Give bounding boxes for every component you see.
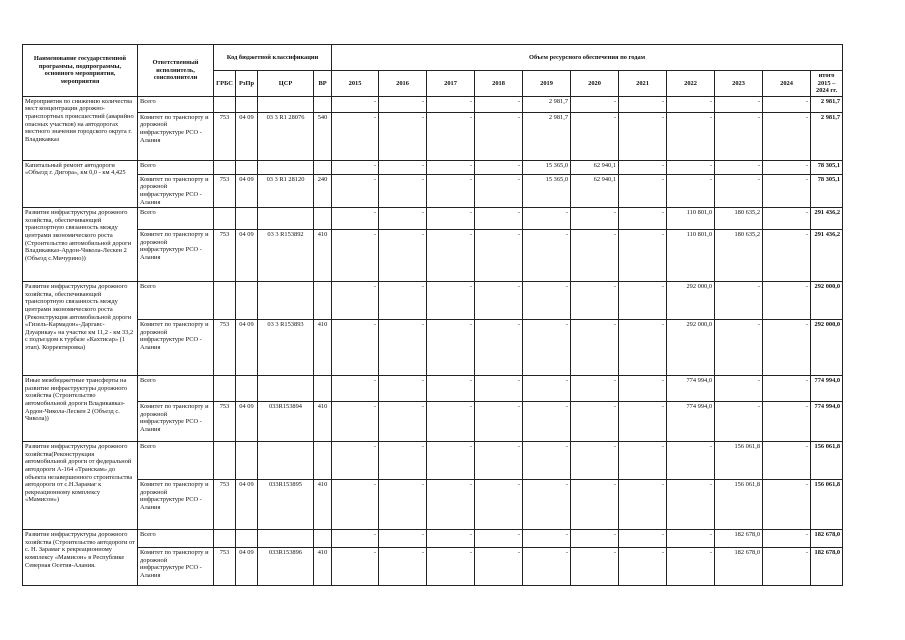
year-value: - [619,548,667,586]
code-csr: 03 3 R1 28120 [258,174,314,207]
year-value: - [379,174,427,207]
row-total: 182 678,0 [811,530,843,548]
year-value: - [427,480,475,530]
year-value: - [523,376,571,402]
year-value: - [379,442,427,480]
year-value: - [427,376,475,402]
year-value: - [571,402,619,442]
year-value: - [427,208,475,230]
executor: Всего [138,442,214,480]
program-name: Мероприятия по снижению количества мест концентрации дорожно-транспортных происшествий (аварийно опасных участков) на автодорогах местного значения городского округа г. Владикавказ [23,96,138,160]
year-value: - [475,230,523,282]
year-value: - [427,282,475,320]
year-value: - [332,282,379,320]
year-value: - [571,480,619,530]
code-rzpr: 04 09 [236,320,258,376]
year-value: - [667,160,715,174]
year-value: - [379,480,427,530]
year-value: - [715,112,763,160]
code-rzpr: 04 09 [236,174,258,207]
year-value: - [475,112,523,160]
year-value: - [715,376,763,402]
table-row-total [23,208,843,230]
code-vr [314,376,332,402]
year-value: - [379,112,427,160]
year-value: - [332,442,379,480]
year-value: - [475,208,523,230]
year-value: 182 678,0 [715,548,763,586]
year-value: 15 365,0 [523,174,571,207]
year-value: - [475,320,523,376]
code-csr [258,376,314,402]
year-value: - [619,230,667,282]
code-rzpr: 04 09 [236,230,258,282]
year-value: - [475,160,523,174]
year-value: - [332,548,379,586]
table-row-executor [23,402,843,442]
year-value: - [619,442,667,480]
year-value: - [523,230,571,282]
year-value: - [667,174,715,207]
year-value: - [332,480,379,530]
table-row-executor [23,230,843,282]
year-value: - [379,96,427,112]
code-vr [314,208,332,230]
year-value: - [427,112,475,160]
year-value: - [475,480,523,530]
executor: Всего [138,530,214,548]
header-year: 2017 [427,71,475,97]
year-value: - [332,320,379,376]
program-name: Иные межбюджетные трансферты на развитие инфраструктуры дорожного хозяйства (Строительство автомобильной дороги Владикавказ-Ардон-Чикола-Лескен 2 (Объезд с. Чикола)) [23,376,138,442]
row-total: 2 981,7 [811,112,843,160]
resource-table [22,44,843,586]
row-total: 78 305,1 [811,160,843,174]
executor: Комитет по транспорту и дорожной инфраструктуре РСО - Алания [138,174,214,207]
year-value: - [379,376,427,402]
code-csr [258,96,314,112]
header-year: 2019 [523,71,571,97]
code-grbs [214,160,236,174]
code-csr: 033R153896 [258,548,314,586]
year-value: - [427,530,475,548]
executor: Комитет по транспорту и дорожной инфраструктуре РСО - Алания [138,112,214,160]
year-value: - [523,282,571,320]
year-value: - [379,530,427,548]
year-value: - [667,548,715,586]
code-vr: 410 [314,548,332,586]
code-grbs [214,530,236,548]
table-row-executor [23,548,843,586]
year-value: - [763,208,811,230]
code-vr: 410 [314,480,332,530]
code-rzpr [236,282,258,320]
code-grbs: 753 [214,402,236,442]
executor: Комитет по транспорту и дорожной инфраструктуре РСО - Алания [138,548,214,586]
year-value: - [619,96,667,112]
table-row-total [23,530,843,548]
row-total: 291 436,2 [811,208,843,230]
header-total: итого 2015 – 2024 гг. [811,71,843,97]
year-value: - [667,442,715,480]
year-value: - [571,320,619,376]
code-vr [314,96,332,112]
year-value: - [475,530,523,548]
code-grbs: 753 [214,230,236,282]
year-value: - [763,320,811,376]
code-rzpr [236,442,258,480]
year-value: - [427,160,475,174]
year-value: - [523,208,571,230]
year-value: 292 000,0 [667,320,715,376]
year-value: 2 981,7 [523,112,571,160]
code-csr [258,208,314,230]
code-grbs [214,96,236,112]
year-value: - [619,530,667,548]
executor: Всего [138,160,214,174]
code-rzpr [236,530,258,548]
year-value: - [667,480,715,530]
code-csr: 03 3 R153893 [258,320,314,376]
code-csr [258,282,314,320]
program-name: Капитальный ремонт автодороги «Объезд г. Дигора», км 0,0 - км 4,425 [23,160,138,207]
row-total: 78 305,1 [811,174,843,207]
row-total: 774 994,0 [811,376,843,402]
header-name: Наименование государственной программы, подпрограммы, основного мероприятия, мероприятия [23,45,138,97]
code-csr [258,442,314,480]
year-value: - [427,402,475,442]
year-value: - [332,530,379,548]
code-grbs: 753 [214,174,236,207]
year-value: - [667,96,715,112]
code-rzpr: 04 09 [236,402,258,442]
year-value: - [475,402,523,442]
table-body [23,96,843,585]
code-vr: 410 [314,230,332,282]
executor: Всего [138,282,214,320]
year-value: - [379,282,427,320]
code-vr [314,282,332,320]
code-vr: 410 [314,402,332,442]
year-value: - [379,160,427,174]
year-value: - [619,112,667,160]
year-value: - [571,530,619,548]
header-year: 2024 [763,71,811,97]
executor: Комитет по транспорту и дорожной инфраструктуре РСО - Алания [138,230,214,282]
year-value: 62 940,1 [571,174,619,207]
year-value: - [475,96,523,112]
program-name: Развитие инфраструктуры дорожного хозяйства(Реконструкция автомобильной дороги от федеральной автодороги А-164 «Транскам» до объекта незавершенного строительства автодороги от с.Н.Зарамаг к рекреационному комплексу «Мамисон») [23,442,138,530]
year-value: - [427,174,475,207]
code-vr: 410 [314,320,332,376]
code-grbs [214,376,236,402]
year-value: - [571,230,619,282]
code-grbs: 753 [214,480,236,530]
year-value: - [475,442,523,480]
year-value: - [763,174,811,207]
row-total: 292 000,0 [811,282,843,320]
table-row-executor [23,112,843,160]
executor: Комитет по транспорту и дорожной инфраструктуре РСО - Алания [138,320,214,376]
year-value: - [571,96,619,112]
year-value: - [763,282,811,320]
year-value: - [619,160,667,174]
header-code-group: Код бюджетной классификации [214,45,332,71]
year-value: 110 801,0 [667,208,715,230]
program-name: Развитие инфраструктуры дорожного хозяйства (Строительство автодороги от с. Н. Зарамаг к рекреационному комплексу «Мамисон» в Республике Северная Осетия-Алания. [23,530,138,586]
year-value: - [475,282,523,320]
code-csr [258,160,314,174]
program-name: Развитие инфраструктуры дорожного хозяйства, обеспечивающей транспортную связанность между центрами экономического роста (Реконструкция автомобильной дороги «Гизель-Кармадон»-Даргавс-Дзуарикау» на участке км 11,2 - км 33,2 с подъездом к турбазе «Кахтисар» (1 этап). Корректировка) [23,282,138,376]
year-value: - [427,442,475,480]
code-vr [314,530,332,548]
year-value: - [427,96,475,112]
year-value: - [571,442,619,480]
code-vr [314,442,332,480]
table-row-executor [23,320,843,376]
header-years-group: Объем ресурсного обеспечения по годам [332,45,843,71]
header-executor: Ответственный исполнитель, соисполнители [138,45,214,97]
year-value: - [332,208,379,230]
executor: Комитет по транспорту и дорожной инфраструктуре РСО - Алания [138,480,214,530]
year-value: - [571,548,619,586]
table-row-total [23,442,843,480]
year-value: - [763,480,811,530]
year-value: - [379,548,427,586]
year-value: 156 061,8 [715,442,763,480]
row-total: 156 061,8 [811,480,843,530]
year-value: - [379,208,427,230]
year-value: 180 635,2 [715,230,763,282]
code-csr [258,530,314,548]
year-value: - [332,230,379,282]
year-value: 62 940,1 [571,160,619,174]
year-value: 774 994,0 [667,402,715,442]
code-vr [314,160,332,174]
year-value: - [619,480,667,530]
row-total: 292 000,0 [811,320,843,376]
header-year: 2020 [571,71,619,97]
header-csr: ЦСР [258,71,314,97]
year-value: - [379,402,427,442]
code-csr: 033R153895 [258,480,314,530]
code-rzpr [236,376,258,402]
year-value: - [571,376,619,402]
table-row-total [23,376,843,402]
year-value: - [619,376,667,402]
year-value: - [715,402,763,442]
year-value: - [571,208,619,230]
year-value: - [763,530,811,548]
year-value: - [379,230,427,282]
year-value: - [619,208,667,230]
code-rzpr: 04 09 [236,548,258,586]
year-value: - [763,112,811,160]
header-grbs: ГРБС [214,71,236,97]
year-value: - [619,320,667,376]
header-vr: ВР [314,71,332,97]
code-grbs: 753 [214,320,236,376]
year-value: - [667,530,715,548]
year-value: - [379,320,427,376]
year-value: 774 994,0 [667,376,715,402]
year-value: - [427,320,475,376]
executor: Всего [138,96,214,112]
header-year: 2021 [619,71,667,97]
year-value: - [715,282,763,320]
program-name: Развитие инфраструктуры дорожного хозяйства, обеспечивающей транспортную связанность между центрами экономического роста (Строительство автомобильной дороги Владикавказ-Ардон-Чикола-Лескен 2 (Объезд с.Мичурино)) [23,208,138,282]
year-value: - [715,174,763,207]
header-rzpr: РзПр [236,71,258,97]
year-value: - [715,96,763,112]
code-csr: 03 3 R153892 [258,230,314,282]
row-total: 291 436,2 [811,230,843,282]
table-row-executor [23,174,843,207]
year-value: - [619,402,667,442]
code-grbs: 753 [214,548,236,586]
year-value: - [332,376,379,402]
year-value: - [763,160,811,174]
year-value: - [427,230,475,282]
code-rzpr: 04 09 [236,112,258,160]
code-grbs [214,442,236,480]
year-value: - [332,174,379,207]
code-rzpr: 04 09 [236,480,258,530]
code-rzpr [236,208,258,230]
header-year: 2023 [715,71,763,97]
year-value: - [763,402,811,442]
year-value: - [475,174,523,207]
code-csr: 033R153894 [258,402,314,442]
year-value: 15 365,0 [523,160,571,174]
code-rzpr [236,96,258,112]
executor: Комитет по транспорту и дорожной инфраструктуре РСО - Алания [138,402,214,442]
year-value: - [571,112,619,160]
year-value: - [332,160,379,174]
year-value: - [332,112,379,160]
year-value: - [715,160,763,174]
table-row-total [23,160,843,174]
year-value: - [763,376,811,402]
year-value: - [475,548,523,586]
year-value: - [571,282,619,320]
header-year: 2016 [379,71,427,97]
year-value: - [523,320,571,376]
year-value: 110 801,0 [667,230,715,282]
year-value: - [523,480,571,530]
year-value: 156 061,8 [715,480,763,530]
year-value: - [523,548,571,586]
row-total: 156 061,8 [811,442,843,480]
year-value: 182 678,0 [715,530,763,548]
row-total: 2 981,7 [811,96,843,112]
year-value: - [523,402,571,442]
executor: Всего [138,376,214,402]
code-grbs [214,282,236,320]
header-year: 2022 [667,71,715,97]
table-row-total [23,282,843,320]
year-value: 180 635,2 [715,208,763,230]
row-total: 774 994,0 [811,402,843,442]
code-grbs [214,208,236,230]
year-value: - [619,174,667,207]
year-value: - [332,402,379,442]
table-row-executor [23,480,843,530]
code-rzpr [236,160,258,174]
year-value: 292 000,0 [667,282,715,320]
year-value: 2 981,7 [523,96,571,112]
year-value: - [763,548,811,586]
header-year: 2015 [332,71,379,97]
table-row-total [23,96,843,112]
year-value: - [619,282,667,320]
year-value: - [763,96,811,112]
year-value: - [715,320,763,376]
year-value: - [763,442,811,480]
year-value: - [475,376,523,402]
row-total: 182 678,0 [811,548,843,586]
year-value: - [332,96,379,112]
code-vr: 240 [314,174,332,207]
code-vr: 540 [314,112,332,160]
year-value: - [667,112,715,160]
code-csr: 03 3 R1 28076 [258,112,314,160]
code-grbs: 753 [214,112,236,160]
year-value: - [763,230,811,282]
year-value: - [523,442,571,480]
year-value: - [427,548,475,586]
executor: Всего [138,208,214,230]
year-value: - [523,530,571,548]
header-year: 2018 [475,71,523,97]
